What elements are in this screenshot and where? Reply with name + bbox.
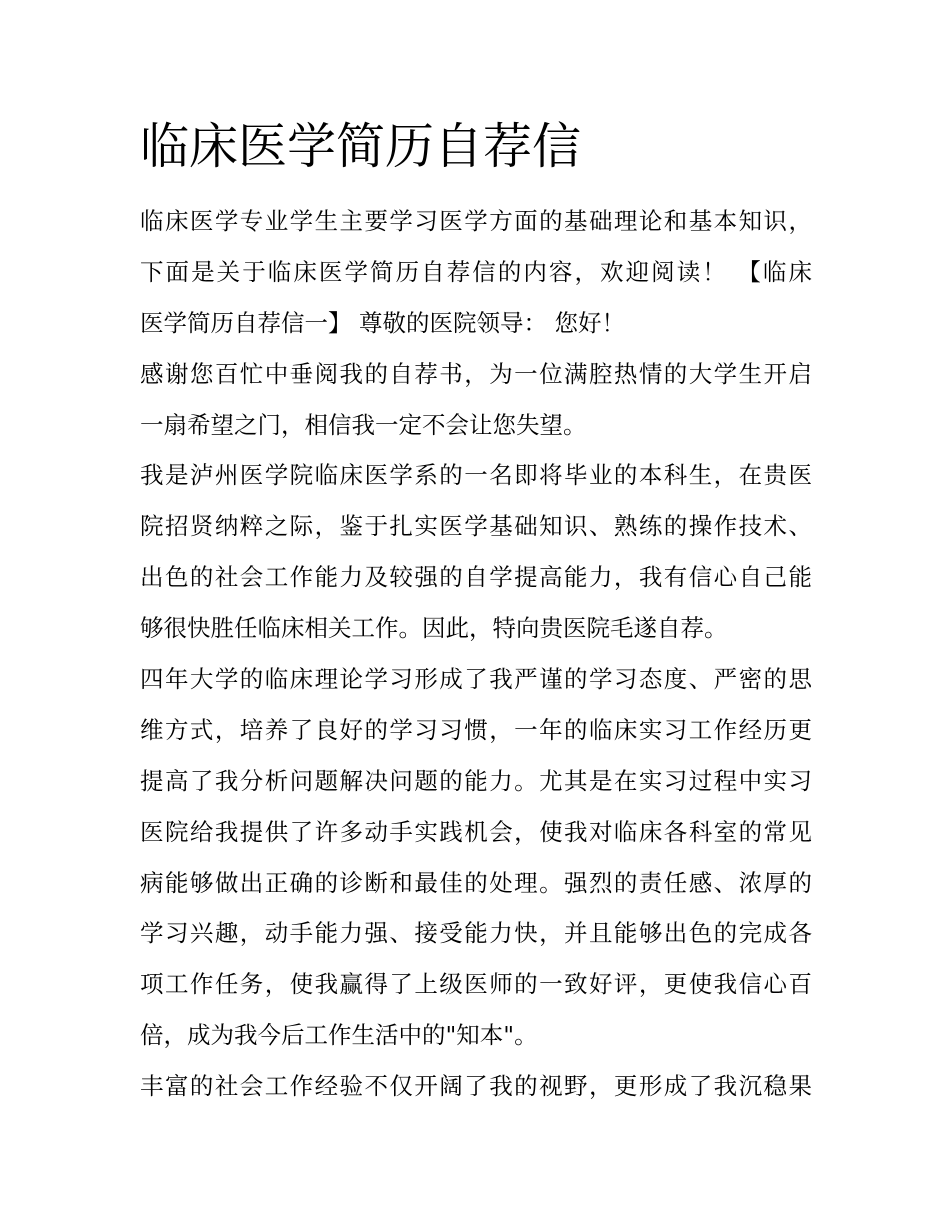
text-line: 倍，成为我今后工作生活中的"知本"。 (140, 1021, 538, 1050)
text-line: 临床医学专业学生主要学习医学方面的基础理论和基本知识， (140, 207, 812, 235)
text-line: 出色的社会工作能力及较强的自学提高能力，我有信心自己能 (140, 563, 812, 592)
text-line: 项工作任务，使我赢得了上级医师的一致好评，更使我信心百 (140, 970, 812, 999)
text-line: 够很快胜任临床相关工作。因此，特向贵医院毛遂自荐。 (140, 614, 728, 643)
text-line: 一扇希望之门，相信我一定不会让您失望。 (140, 410, 587, 439)
document-body (140, 196, 812, 1112)
text-line: 四年大学的临床理论学习形成了我严谨的学习态度、严密的思 (140, 665, 812, 694)
text-line: 学习兴趣，动手能力强、接受能力快，并且能够出色的完成各 (140, 919, 812, 948)
document-title: 临床医学简历自荐信 (140, 118, 582, 175)
text-line: 丰富的社会工作经验不仅开阔了我的视野，更形成了我沉稳果 (140, 1072, 812, 1101)
text-line: 医院给我提供了许多动手实践机会，使我对临床各科室的常见 (140, 817, 812, 846)
text-line: 维方式，培养了良好的学习习惯，一年的临床实习工作经历更 (140, 715, 812, 744)
text-line: 院招贤纳粹之际，鉴于扎实医学基础知识、熟练的操作技术、 (140, 512, 812, 541)
text-line: 感谢您百忙中垂阅我的自荐书，为一位满腔热情的大学生开启 (140, 359, 812, 388)
text-line: 我是泸州医学院临床医学系的一名即将毕业的本科生，在贵医 (140, 461, 812, 490)
text-line: 下面是关于临床医学简历自荐信的内容，欢迎阅读！ 【临床 (140, 257, 812, 286)
text-line: 提高了我分析问题解决问题的能力。尤其是在实习过程中实习 (140, 766, 812, 795)
text-line: 医学简历自荐信一】 尊敬的医院领导： 您好！ (140, 308, 625, 337)
text-line: 病能够做出正确的诊断和最佳的处理。强烈的责任感、浓厚的 (140, 868, 812, 897)
